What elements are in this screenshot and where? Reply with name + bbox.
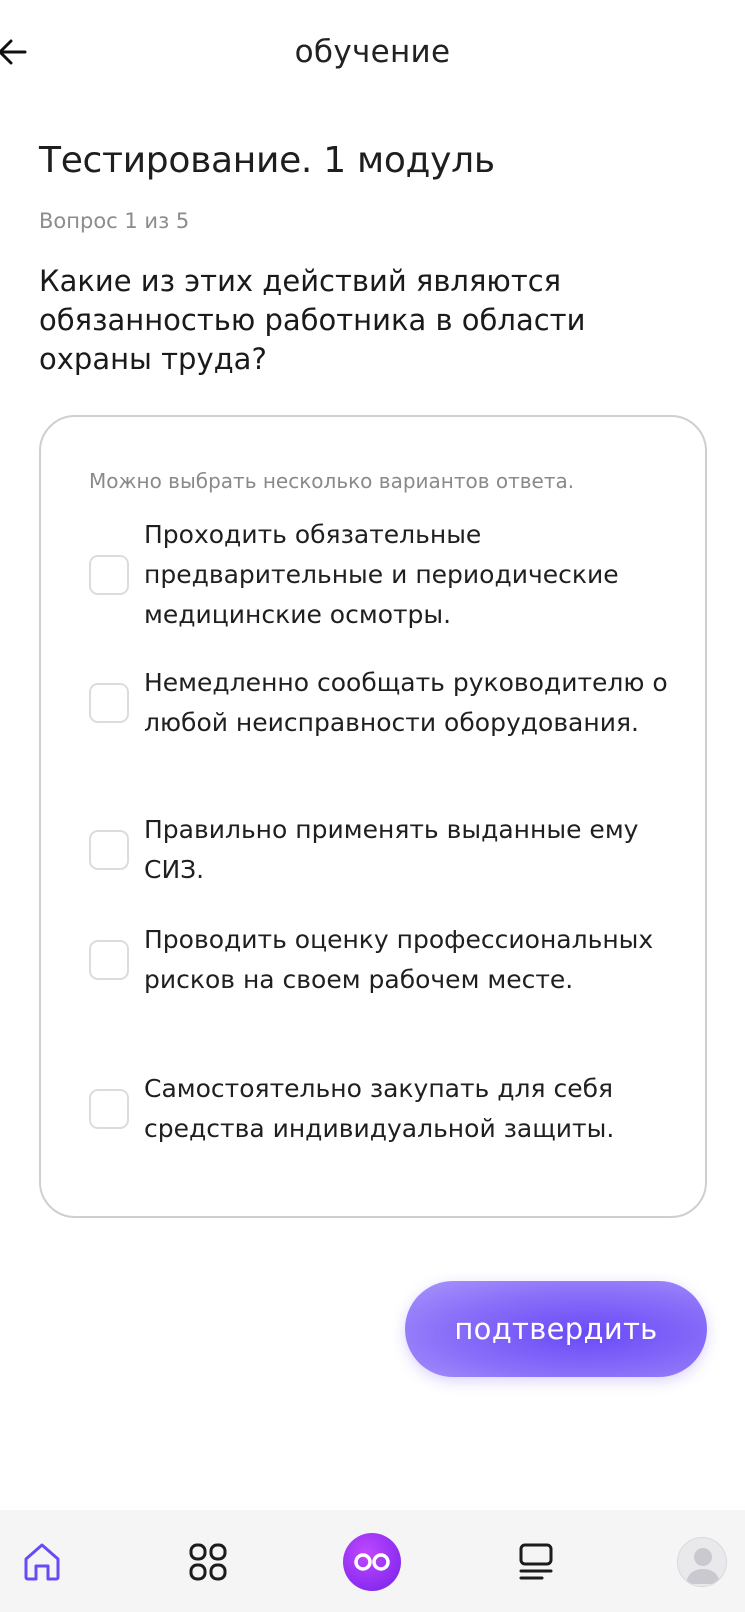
grid-icon [186,1540,230,1584]
answer-option-5[interactable] [89,1069,669,1149]
multi-select-hint: Можно выбрать несколько вариантов ответа. [89,469,575,493]
test-title: Тестирование. 1 модуль [39,140,495,181]
infinity-icon [352,1550,392,1574]
checkbox[interactable] [89,1089,129,1129]
answer-option-4[interactable] [89,920,669,1000]
nav-center[interactable] [342,1532,402,1592]
checkbox[interactable] [89,683,129,723]
confirm-button[interactable]: подтвердить [405,1281,707,1377]
answer-option-label: Самостоятельно закупать для себя средства индивидуальной защиты. [144,1074,615,1143]
nav-home[interactable] [12,1532,72,1592]
answer-option-label: Проводить оценку профессиональных рисков на своем рабочем месте. [144,925,654,994]
profile-icon [678,1538,727,1587]
answer-option-label: Правильно применять выданные ему СИЗ. [144,815,639,884]
answer-option-1[interactable] [89,515,669,635]
header-title: обучение [294,34,451,70]
answer-option-2[interactable] [89,663,669,743]
checkbox[interactable] [89,830,129,870]
home-icon [19,1539,65,1585]
answer-option-label: Немедленно сообщать руководителю о любой неисправности оборудования. [144,668,668,737]
checkbox[interactable] [89,940,129,980]
nav-courses[interactable] [506,1532,566,1592]
header [0,0,745,112]
nav-catalog[interactable] [178,1532,238,1592]
center-button[interactable] [343,1533,401,1591]
answers-card [39,415,707,1218]
list-icon [514,1540,558,1584]
checkbox[interactable] [89,555,129,595]
avatar[interactable] [677,1537,727,1587]
question-text: Какие из этих действий являются обязанностью работника в области охраны труда? [39,264,586,376]
nav-profile[interactable] [672,1532,732,1592]
answer-option-3[interactable] [89,810,669,890]
answer-option-label: Проходить обязательные предварительные и периодические медицинские осмотры. [144,520,619,629]
question-progress: Вопрос 1 из 5 [39,209,190,233]
bottom-nav [0,1510,745,1612]
